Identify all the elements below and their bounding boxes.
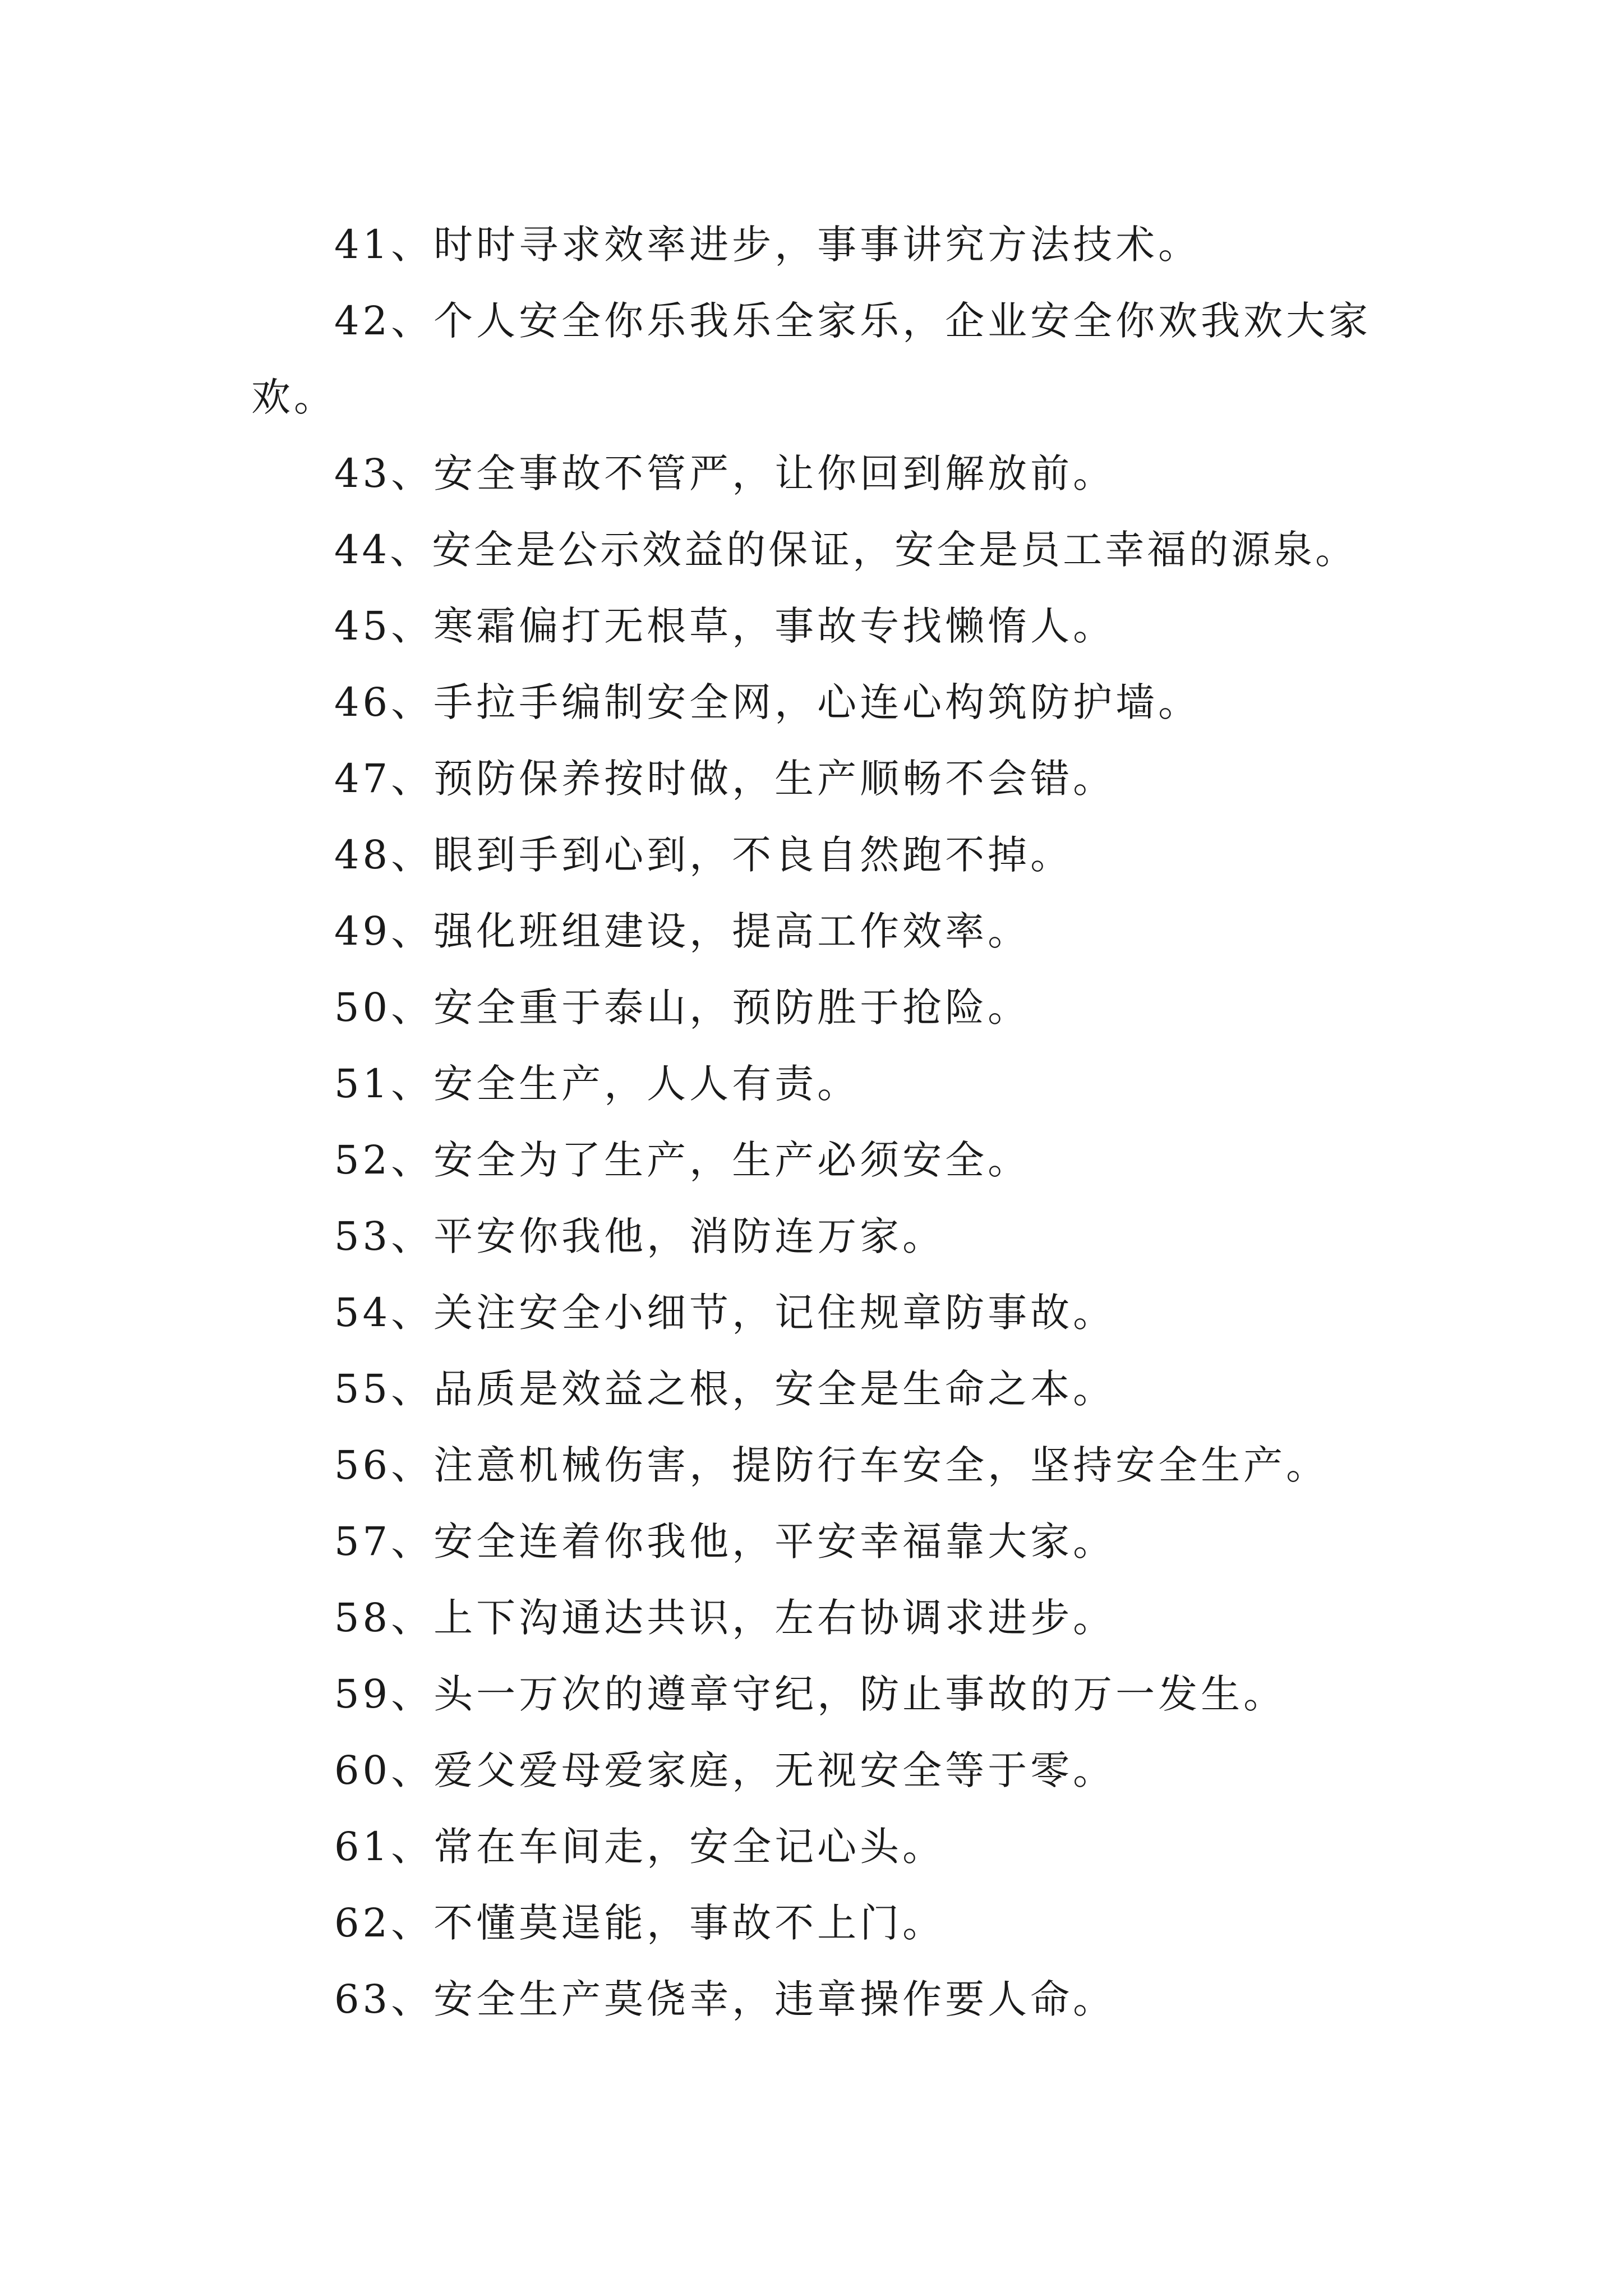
list-item: 60、爱父爱母爱家庭，无视安全等于零。 xyxy=(334,1747,1116,1793)
list-item: 55、品质是效益之根，安全是生命之本。 xyxy=(334,1366,1116,1412)
list-item: 58、上下沟通达共识，左右协调求进步。 xyxy=(334,1595,1116,1641)
list-item: 46、手拉手编制安全网，心连心构筑防护墙。 xyxy=(334,679,1201,725)
list-item: 59、头一万次的遵章守纪，防止事故的万一发生。 xyxy=(334,1671,1287,1717)
list-item: 51、安全生产，人人有责。 xyxy=(334,1061,860,1107)
list-item: 44、安全是公示效益的保证，安全是员工幸福的源泉。 xyxy=(334,527,1358,573)
list-item: 63、安全生产莫侥幸，违章操作要人命。 xyxy=(334,1976,1116,2022)
list-item: 43、安全事故不管严，让你回到解放前。 xyxy=(334,450,1116,496)
slogan-list xyxy=(251,206,1407,2037)
list-item: 52、安全为了生产，生产必须安全。 xyxy=(334,1137,1031,1183)
list-item: 56、注意机械伤害，提防行车安全，坚持安全生产。 xyxy=(334,1442,1329,1488)
list-item: 57、安全连着你我他，平安幸福靠大家。 xyxy=(334,1519,1116,1565)
list-item: 61、常在车间走，安全记心头。 xyxy=(334,1824,946,1870)
list-item: 49、强化班组建设，提高工作效率。 xyxy=(334,908,1031,954)
list-item: 54、关注安全小细节，记住规章防事故。 xyxy=(334,1290,1116,1336)
list-item: 45、寒霜偏打无根草，事故专找懒惰人。 xyxy=(334,603,1116,649)
list-item: 50、安全重于泰山，预防胜于抢险。 xyxy=(334,984,1031,1030)
list-item: 47、预防保养按时做，生产顺畅不会错。 xyxy=(334,756,1116,802)
list-item: 48、眼到手到心到，不良自然跑不掉。 xyxy=(334,832,1073,878)
list-item: 41、时时寻求效率进步，事事讲究方法技术。 xyxy=(334,222,1201,268)
list-item: 53、平安你我他，消防连万家。 xyxy=(334,1213,946,1259)
list-item: 42、个人安全你乐我乐全家乐，企业安全你欢我欢大家欢。 xyxy=(251,298,1372,420)
list-item: 62、不懂莫逞能，事故不上门。 xyxy=(334,1900,946,1946)
